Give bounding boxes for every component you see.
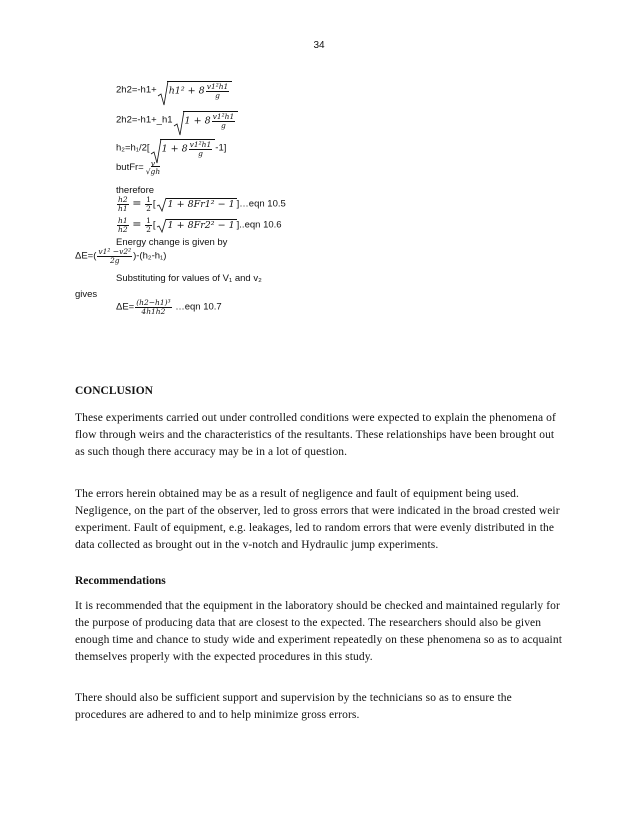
equation-10-5: [116, 196, 286, 212]
recommendations-paragraph-2: There should also be sufficient support and supervision by the technicians so as to ensure the procedures are adhered to and to help minimize gross errors.: [75, 692, 512, 721]
eq2-frac-num: v1²h1: [212, 112, 235, 121]
froude-den: gh: [150, 166, 161, 176]
equation-line-3: [116, 139, 226, 157]
eq2-lhs: 2h2=-h1+_h1: [116, 114, 173, 126]
eq2-root: [173, 111, 239, 129]
eq106-half-num: 1: [146, 216, 151, 225]
eq107-num: (h2−h1)³: [136, 298, 171, 307]
eq3-lhs: h₂=h₁/2[: [116, 142, 150, 154]
energy-change-text: Energy change is given by: [116, 237, 228, 248]
eq2-frac-den: g: [212, 121, 236, 130]
equation-froude: butFr= v √gh: [116, 159, 161, 176]
eq106-root: [156, 219, 237, 231]
froude-lhs: butFr=: [116, 162, 144, 174]
eq106-close: ]: [236, 219, 240, 231]
eq3-root: [150, 139, 216, 157]
eq1-frac-num: v1²h1: [206, 82, 229, 91]
deltae-num: v1² −v2²: [98, 247, 132, 256]
equation-delta-e: [75, 248, 166, 264]
eq3-root-text: 1 + 8: [161, 143, 188, 155]
deltae-den: 2g: [97, 256, 132, 265]
eq105-half-den: 2: [146, 203, 151, 213]
equation-line-1: [116, 81, 232, 99]
eq106-label: ..eqn 10.6: [239, 219, 282, 231]
recommendations-heading: Recommendations: [75, 575, 166, 587]
eq106-half-den: 2: [146, 224, 151, 234]
eq105-num: h2: [118, 195, 128, 204]
eq105-root-text: 1 + 8Fr1² − 1: [167, 199, 235, 211]
eq3-frac-num: v1²h1: [189, 140, 212, 149]
eq105-close: ]: [236, 198, 240, 210]
eq2-root-text: 1 + 8: [184, 115, 211, 127]
deltae-rhs: )-(h₂-h₁): [133, 250, 167, 262]
conclusion-paragraph-1: These experiments carried out under controlled conditions were expected to explain the phenomena of flow through weirs and the characteristics of the resultants. These relationships have been brought out as such though there accuracy may be in a lot of question.: [75, 412, 556, 458]
eq1-frac-den: g: [206, 91, 230, 100]
gives-text: gives: [75, 289, 98, 300]
eq106-equals: =: [132, 217, 142, 231]
eq106-num: h1: [118, 216, 128, 225]
equation-line-2: [116, 111, 238, 129]
equation-10-7: [116, 299, 222, 315]
eq1-root-text: h1² + 8: [168, 85, 205, 97]
eq3-frac-den: g: [189, 149, 213, 158]
eq105-root: [156, 198, 237, 210]
equation-10-6: [116, 217, 282, 233]
conclusion-paragraph-2: The errors herein obtained may be as a result of negligence and fault of equipment being used. Negligence, on the part of the observer, led to gross errors that were indicated in the broad crested weir experiment. Fault of equipment, e.g. leakages, led to random errors that were evenly distributed in the data collected as brought out in the v-notch and Hydraulic jump experiments.: [75, 488, 560, 551]
conclusion-heading: CONCLUSION: [75, 385, 153, 397]
froude-num: v: [150, 159, 156, 168]
eq106-root-text: 1 + 8Fr2² − 1: [167, 220, 235, 232]
eq105-half-num: 1: [146, 195, 151, 204]
page-number: 34: [313, 40, 325, 51]
substituting-text: Substituting for values of V₁ and v₂: [116, 273, 262, 284]
eq105-open: [: [152, 198, 156, 210]
eq1-lhs: 2h2=-h1+: [116, 84, 157, 96]
therefore-text: therefore: [116, 185, 155, 196]
eq106-den: h2: [118, 224, 128, 234]
eq107-lhs: ΔE=: [116, 301, 135, 313]
eq107-label: …eqn 10.7: [175, 301, 222, 313]
eq107-den: 4h1h2: [135, 307, 171, 316]
eq105-den: h1: [118, 203, 128, 213]
eq106-open: [: [152, 219, 156, 231]
eq105-equals: =: [132, 196, 142, 210]
eq3-tail: -1]: [215, 142, 227, 154]
eq105-label: …eqn 10.5: [239, 198, 286, 210]
eq1-root: [157, 81, 233, 99]
deltae-lhs: ΔE=(: [75, 250, 97, 262]
recommendations-paragraph-1: It is recommended that the equipment in the laboratory should be checked and maintained regularly for the purpose of producing data that are closest to the expected. The researchers should also be given enough time and chance to study wide and experiment repeatedly on these phenomena so as to acquaint themselves properly with the expected procedures in this study.: [75, 600, 562, 663]
